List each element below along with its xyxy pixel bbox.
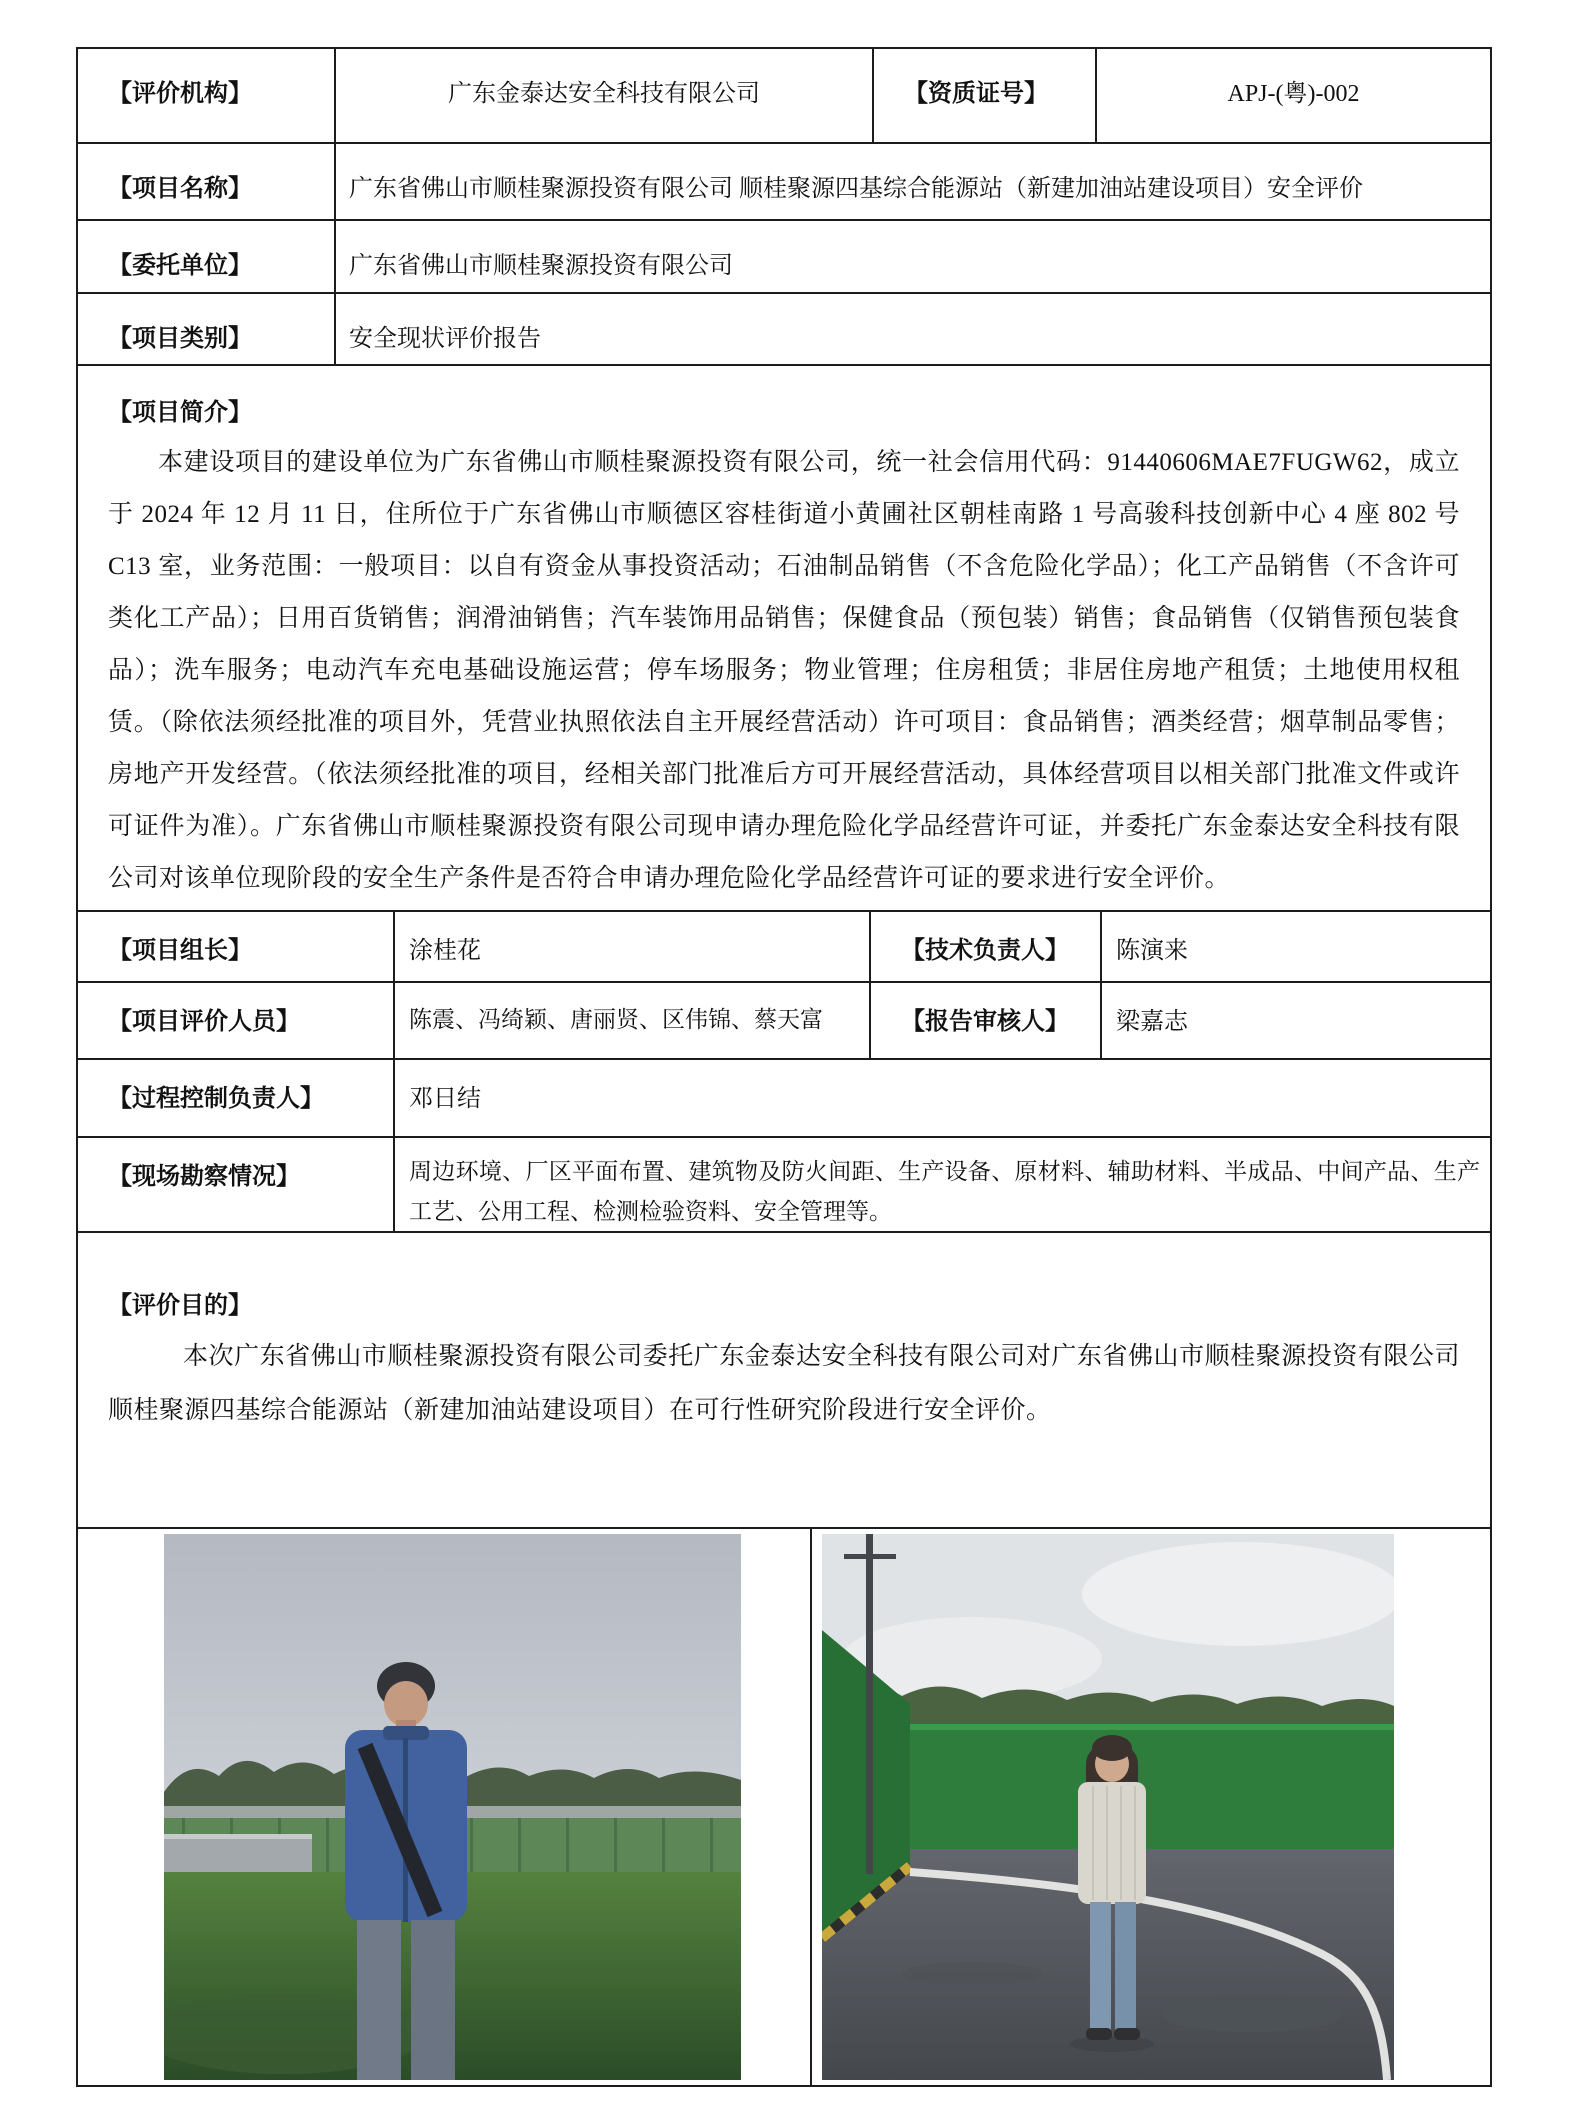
category-label-cell <box>78 294 336 364</box>
process-label-cell <box>78 1060 395 1136</box>
cert-label-cell <box>874 49 1097 142</box>
row-photos <box>78 1529 1490 2085</box>
agency-label-cell <box>78 49 336 142</box>
cert-value: APJ-(粤)-002 <box>1227 81 1360 107</box>
left-photo-scene <box>164 1534 741 2080</box>
members-label: 【项目评价人员】 <box>108 1009 300 1035</box>
cert-label: 【资质证号】 <box>904 81 1048 107</box>
purpose-section <box>78 1233 1490 1527</box>
agency-label: 【评价机构】 <box>108 81 252 107</box>
right-photo-scene <box>822 1534 1394 2080</box>
purpose-paragraph: 本次广东省佛山市顺桂聚源投资有限公司委托广东金泰达安全科技有限公司对广东省佛山市顺桂聚源投资有限公司顺桂聚源四基综合能源站（新建加油站建设项目）在可行性研究阶段进行安全评价。 <box>108 1343 1460 1424</box>
category-value: 安全现状评价报告 <box>349 326 541 352</box>
members-label-cell <box>78 983 395 1058</box>
row-client <box>78 221 1490 294</box>
photo-left-cell <box>78 1529 812 2085</box>
tech-label-cell <box>871 912 1102 981</box>
road-stain <box>902 1962 1042 1986</box>
reviewer-value-cell <box>1102 983 1490 1058</box>
row-members-reviewer <box>78 983 1490 1060</box>
woman-hair-top <box>1092 1735 1132 1761</box>
right-photo <box>822 1534 1490 2085</box>
grey-wall <box>164 1834 312 1876</box>
reviewer-value: 梁嘉志 <box>1116 1009 1188 1035</box>
process-value-cell <box>395 1060 1490 1136</box>
client-value-cell <box>336 221 1490 292</box>
woman-left-shoe <box>1086 2028 1112 2040</box>
man-left-leg <box>357 1920 401 2080</box>
woman-left-jean <box>1090 1902 1111 2030</box>
intro-heading: 【项目简介】 <box>108 400 252 426</box>
members-value-cell <box>395 983 871 1058</box>
row-leader-tech <box>78 912 1490 983</box>
process-value: 邓日结 <box>409 1086 481 1112</box>
survey-label: 【现场勘察情况】 <box>108 1164 300 1190</box>
man-collar <box>383 1726 429 1740</box>
survey-label-cell <box>78 1138 395 1231</box>
intro-section <box>78 366 1490 910</box>
safety-evaluation-form <box>76 47 1492 2087</box>
utility-pole <box>866 1534 873 1874</box>
leader-value: 涂桂花 <box>409 938 481 964</box>
leader-label-cell <box>78 912 395 981</box>
woman-right-jean <box>1115 1902 1136 2030</box>
category-value-cell <box>336 294 1490 364</box>
row-project-name <box>78 144 1490 221</box>
process-label: 【过程控制负责人】 <box>108 1086 324 1112</box>
leader-value-cell <box>395 912 871 981</box>
survey-value: 周边环境、厂区平面布置、建筑物及防火间距、生产设备、原材料、辅助材料、半成品、中间产品、生产工艺、公用工程、检测检验资料、安全管理等。 <box>409 1159 1480 1224</box>
members-value: 陈震、冯绮颖、唐丽贤、区伟锦、蔡天富 <box>409 1007 823 1032</box>
project-label-cell <box>78 144 336 219</box>
purpose-heading: 【评价目的】 <box>108 1293 252 1319</box>
woman-right-shoe <box>1114 2028 1140 2040</box>
row-purpose <box>78 1233 1490 1529</box>
intro-paragraph: 本建设项目的建设单位为广东省佛山市顺桂聚源投资有限公司，统一社会信用代码：91440606MAE7FUGW62，成立于 2024 年 12 月 11 日，住所位于广东省佛山市顺德区容桂街道小黄圃社区朝桂南路 1 号高骏科技创新中心 4 座 802 号 C13 室，业务范围：一般项目：以自有资金从事投资活动；石油制品销售（不含危险化学品）；化工产品销售（不含许可类化工产品）；日用百货销售；润滑油销售；汽车装饰用品销售；保健食品（预包装）销售；食品销售（仅销售预包装食品）；洗车服务；电动汽车充电基础设施运营；停车场服务；物业管理；住房租赁；非居住房地产租赁；土地使用权租赁。（除依法须经批准的项目外，凭营业执照依法自主开展经营活动）许可项目：食品销售；酒类经营；烟草制品零售；房地产开发经营。（依法须经批准的项目，经相关部门批准后方可开展经营活动，具体经营项目以相关部门批准文件或许可证件为准）。广东省佛山市顺桂聚源投资有限公司现申请办理危险化学品经营许可证，并委托广东金泰达安全科技有限公司对该单位现阶段的安全生产条件是否符合申请办理危险化学品经营许可证的要求进行安全评价。 <box>108 449 1460 892</box>
project-label: 【项目名称】 <box>108 176 252 202</box>
grey-wall-top <box>164 1834 312 1839</box>
tech-value-cell <box>1102 912 1490 981</box>
road-stain <box>1162 1996 1342 2032</box>
row-intro <box>78 366 1490 912</box>
agency-value: 广东金泰达安全科技有限公司 <box>448 81 760 107</box>
project-value-cell <box>336 144 1490 219</box>
client-label-cell <box>78 221 336 292</box>
photo-right-cell <box>812 1529 1490 2085</box>
tech-value: 陈演来 <box>1116 938 1188 964</box>
cloud <box>1082 1542 1394 1646</box>
row-agency-cert <box>78 49 1490 144</box>
woman-shadow <box>1070 2036 1154 2052</box>
cert-value-cell <box>1097 49 1490 142</box>
agency-value-cell <box>336 49 874 142</box>
category-label: 【项目类别】 <box>108 326 252 352</box>
project-value: 广东省佛山市顺桂聚源投资有限公司 顺桂聚源四基综合能源站（新建加油站建设项目）安全评价 <box>349 176 1363 202</box>
left-photo <box>164 1534 810 2085</box>
row-site-survey <box>78 1138 1490 1233</box>
reviewer-label: 【报告审核人】 <box>901 1009 1069 1035</box>
survey-value-cell <box>395 1138 1490 1231</box>
client-label: 【委托单位】 <box>108 253 252 279</box>
row-process-control <box>78 1060 1490 1138</box>
tech-label: 【技术负责人】 <box>901 938 1069 964</box>
row-category <box>78 294 1490 366</box>
utility-pole-crossarm <box>844 1554 896 1559</box>
man-right-leg <box>411 1920 455 2080</box>
leader-label: 【项目组长】 <box>108 938 252 964</box>
reviewer-label-cell <box>871 983 1102 1058</box>
client-value: 广东省佛山市顺桂聚源投资有限公司 <box>349 253 733 279</box>
